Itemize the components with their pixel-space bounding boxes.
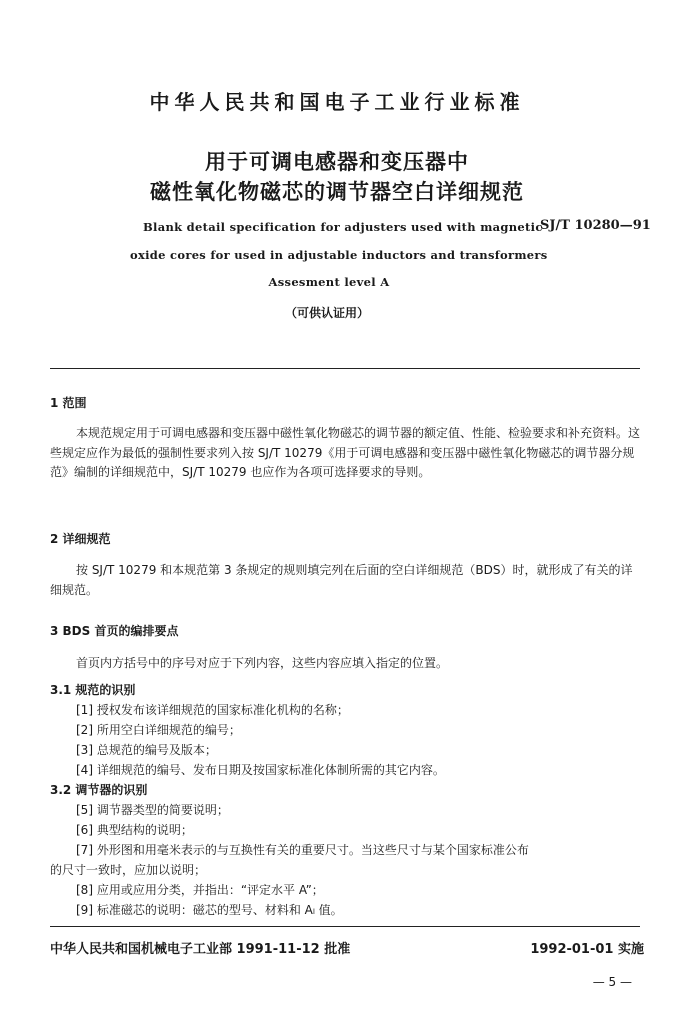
subsection-3-2-heading: 3.2 调节器的识别 [50,783,148,797]
subsection-3-1-heading: 3.1 规范的识别 [50,683,136,697]
section-3-intro: 首页内方括号中的序号对应于下列内容，这些内容应填入指定的位置。 [76,656,449,670]
section-1-heading: 1 范围 [50,396,87,410]
title-cn-line1: 用于可调电感器和变压器中 [205,150,469,174]
title-en-line2: oxide cores for used in adjustable inductors and transformers [130,248,548,262]
assessment-level: Assesment level A [268,275,390,289]
standard-category: 中华人民共和国电子工业行业标准 [149,90,525,114]
list-item: [7] 外形图和用毫米表示的与互换性有关的重要尺寸。当这些尺寸与某个国家标准公布 [76,843,529,857]
section-2-heading: 2 详细规范 [50,532,111,546]
section-1-paragraph: 本规范规定用于可调电感器和变压器中磁性氧化物磁芯的调节器的额定值、性能、检验要求和补充资料。这些规定应作为最低的强制性要求列入按 SJ/T 10279《用于可调电感器和变压器中磁性氧化物磁芯的调节器分规范》编制的详细规范中，SJ/T 10279 也应作为各项可选择要求的导则。 [50,426,641,479]
section-3-heading: 3 BDS 首页的编排要点 [50,624,179,638]
implementation-date: 1992-01-01 实施 [530,942,644,957]
list-item: [1] 授权发布该详细规范的国家标准化机构的名称； [76,703,349,717]
list-item: [9] 标准磁芯的说明：磁芯的型号、材料和 Aₗ 值。 [76,903,343,917]
certification-note: （可供认证用） [284,306,369,320]
list-item: [8] 应用或应用分类，并指出：“评定水平 A”； [76,883,324,897]
footer-divider [50,926,640,927]
standard-code: SJ/T 10280—91 [540,218,651,233]
list-item: [2] 所用空白详细规范的编号； [76,723,241,737]
list-item: [4] 详细规范的编号、发布日期及按国家标准化体制所需的其它内容。 [76,763,445,777]
approval-line: 中华人民共和国机械电子工业部 1991-11-12 批准 [50,942,351,957]
section-2-paragraph: 按 SJ/T 10279 和本规范第 3 条规定的规则填完列在后面的空白详细规范（BDS）时，就形成了有关的详细规范。 [50,563,633,597]
header-divider [50,368,640,369]
list-item: [5] 调节器类型的简要说明； [76,803,229,817]
title-en-line1: Blank detail specification for adjusters used with magnetic [143,220,543,234]
list-item-continuation: 的尺寸一致时，应加以说明； [50,863,207,877]
page-number: — 5 — [592,975,632,989]
list-item: [3] 总规范的编号及版本； [76,743,217,757]
title-cn-line2: 磁性氧化物磁芯的调节器空白详细规范 [150,180,524,204]
list-item: [6] 典型结构的说明； [76,823,193,837]
